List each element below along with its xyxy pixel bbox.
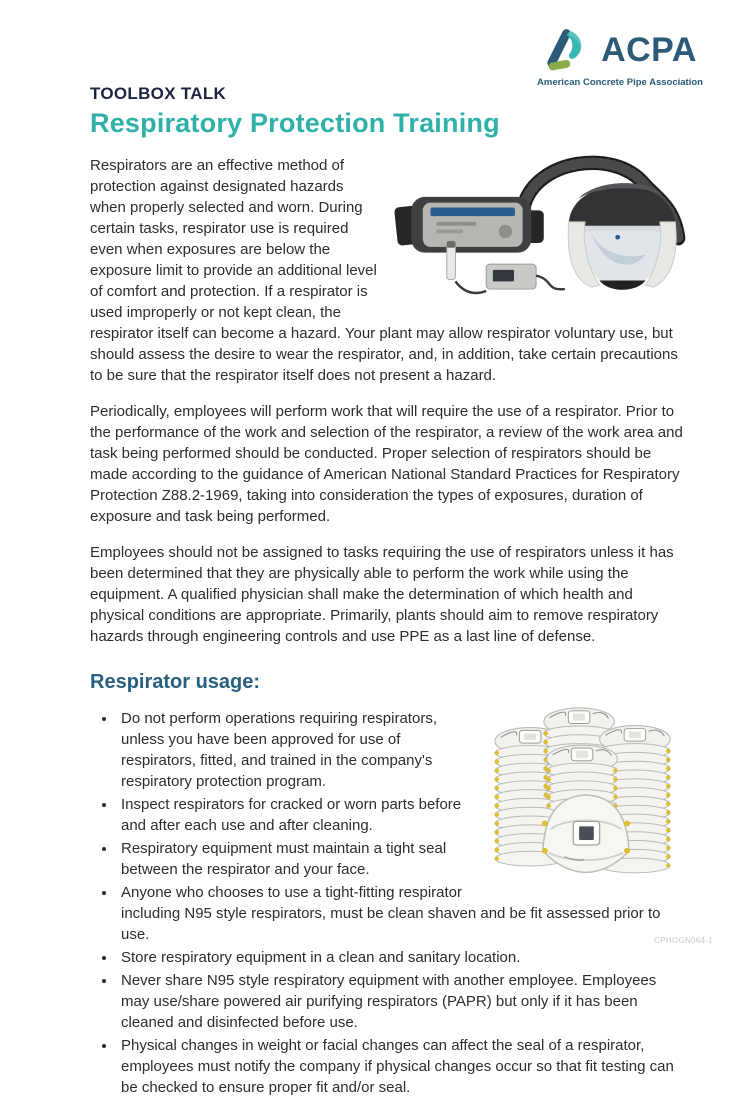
kicker-toolbox-talk: TOOLBOX TALK [90, 84, 227, 103]
page-title: Respiratory Protection Training [90, 108, 500, 138]
papr-respirator-photo [392, 147, 684, 315]
list-item: • Do not perform operations requiring respirators, unless you have been approved for use of respirators, fitted, and trained in the company's respiratory protection program. [117, 708, 684, 792]
paragraph-3: Employees should not be assigned to tasks requiring the use of respirators unless it has been determined that they are physically able to perform the work while using the equipment. A qualified physician shall make the determination of which health and physical conditions are appropriate. Primarily, plants should aim to remove respiratory hazards through engineering controls and use PPE as a last line of defense. [90, 544, 674, 645]
section-heading-respirator-usage: Respirator usage: [90, 671, 261, 693]
list-item: • Anyone who chooses to use a tight-fitting respirator including N95 style respirators, must be clean shaven and be fit assessed prior to use. [117, 882, 684, 945]
document-code: CPHOGN064-1 [654, 936, 713, 945]
acpa-logo-mark-icon [543, 26, 595, 74]
acpa-logo-tagline: American Concrete Pipe Association [537, 77, 703, 88]
list-item: • Respiratory equipment must maintain a tight seal between the respirator and your face. [117, 838, 684, 880]
acpa-logo-text: ACPA [601, 31, 697, 69]
list-item: • Physical changes in weight or facial changes can affect the seal of a respirator, employees must notify the company if physical changes occur so that fit testing can be checked to ensure proper fit and/or seal. [117, 1035, 684, 1098]
n95-mask-stack-photo [484, 702, 684, 888]
list-item: • Store respiratory equipment in a clean and sanitary location. [117, 947, 684, 968]
list-item: • Never share N95 style respiratory equipment with another employee. Employees may use/share powered air purifying respirators (PAPR) but only if it has been cleaned and disinfected before use. [117, 970, 684, 1033]
acpa-logo [530, 26, 710, 88]
list-item: • Inspect respirators for cracked or worn parts before and after each use and after cleaning. [117, 794, 684, 836]
paragraph-1: Respirators are an effective method of protection against designated hazards when properly selected and worn. During certain tasks, respirator use is required even when exposures are below the exposure limit to provide an additional level of comfort and protection. If a respirator is used improperly or not kept clean, the respirator itself can become a hazard. Your plant may allow respirator voluntary use, but should assess the desire to wear the respirator, and, in addition, take certain precautions to be sure that the respirator itself does not present a hazard. [90, 157, 678, 384]
paragraph-2: Periodically, employees will perform work that will require the use of a respirator. Prior to the performance of the work and selection of the respirator, a review of the work area and task being performed should be conducted. Proper selection of respirators should be made according to the guidance of American National Standard Practices for Respiratory Protection Z88.2-1969, taking into consideration the types of exposures, duration of exposure and task being performed. [90, 403, 683, 525]
document-content [90, 84, 684, 1100]
